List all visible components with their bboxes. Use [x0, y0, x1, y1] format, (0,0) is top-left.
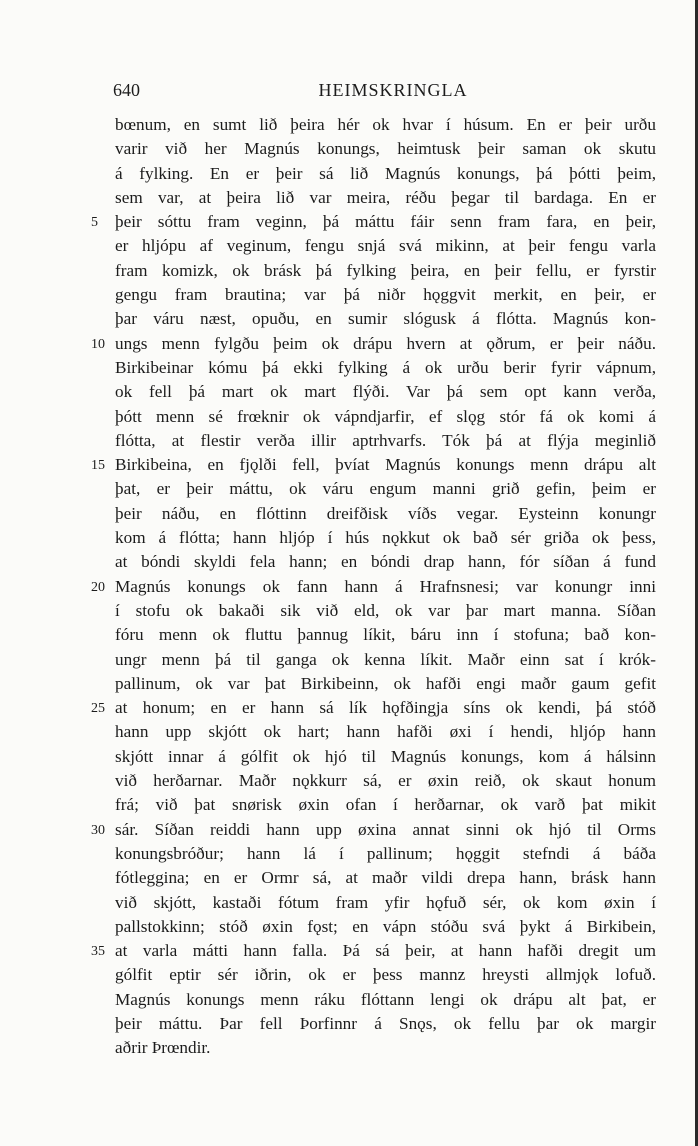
line-text: við skjótt, kastaði fótum fram yfir hǫfuð sér, ok kom øxin í — [115, 892, 656, 912]
text-line — [115, 599, 656, 623]
text-line — [115, 963, 656, 987]
text-line — [115, 283, 656, 307]
line-text: at varla mátti hann falla. Þá sá þeir, at hann hafði dregit um — [115, 941, 656, 961]
line-text: pallinum, ok var þat Birkibeinn, ok hafði engi maðr gaum gefit — [115, 673, 656, 693]
line-text: Birkibeinar kómu þá ekki fylking á ok urðu berir fyrir vápnum, — [115, 357, 656, 377]
line-number: 15 — [91, 458, 105, 474]
line-text: fóru menn ok fluttu þannug líkit, báru inn í stofuna; bað kon- — [115, 625, 656, 645]
running-head: HEIMSKRINGLA — [318, 80, 468, 100]
text-line — [115, 477, 656, 501]
line-text: þeir náðu, en flóttinn dreifðisk víðs vegar. Eysteinn konungr — [115, 503, 656, 523]
body-text — [91, 113, 656, 1061]
text-line — [115, 769, 656, 793]
page-header — [113, 80, 657, 104]
text-line — [115, 550, 656, 574]
text-line — [115, 866, 656, 890]
text-line — [115, 891, 656, 915]
line-text: bœnum, en sumt lið þeira hér ok hvar í húsum. En er þeir urðu — [115, 115, 656, 134]
text-line — [91, 210, 656, 234]
line-number: 25 — [91, 701, 105, 717]
line-text: frá; við þat snørisk øxin ofan í herðarnar, ok varð þat mikit — [115, 795, 656, 815]
line-text: þat, er þeir máttu, ok váru engum manni grið gefin, þeim er — [115, 479, 656, 499]
text-line — [115, 720, 656, 744]
text-line — [115, 380, 656, 404]
text-line — [91, 818, 656, 842]
text-line — [115, 356, 656, 380]
text-line — [115, 623, 656, 647]
text-line — [115, 745, 656, 769]
line-text: ungs menn fylgðu þeim ok drápu hvern at ǫðrum, er þeir náðu. — [115, 333, 656, 353]
text-line — [115, 259, 656, 283]
line-number: 5 — [91, 215, 98, 231]
text-line — [91, 696, 656, 720]
text-line — [115, 502, 656, 526]
text-line — [91, 575, 656, 599]
text-line — [115, 1012, 656, 1036]
line-text: at honum; en er hann sá lík hǫfðingja síns ok kendi, þá stóð — [115, 698, 656, 718]
text-line — [115, 672, 656, 696]
line-text: er hljópu af veginum, fengu snjá svá mikinn, at þeir fengu varla — [115, 236, 656, 256]
line-text: skjótt innar á gólfit ok hjó til Magnús konungs, kom á hálsinn — [115, 746, 656, 766]
line-text: fótleggina; en er Ormr sá, at maðr vildi drepa hann, brásk hann — [115, 868, 656, 888]
line-text: ungr menn þá til ganga ok kenna líkit. Maðr einn sat í krók- — [115, 649, 656, 669]
text-line — [115, 113, 656, 137]
text-line — [91, 332, 656, 356]
line-text: fram komizk, ok brásk þá fylking þeira, en þeir fellu, er fyrstir — [115, 260, 656, 280]
text-line — [115, 526, 656, 550]
line-text: þótt menn sé frœknir ok vápndjarfir, ef slǫg stór fá ok komi á — [115, 406, 656, 426]
text-line — [115, 137, 656, 161]
line-text: ok fell þá mart ok mart flýði. Var þá sem opt kann verða, — [115, 382, 656, 402]
line-number: 20 — [91, 579, 105, 595]
line-number: 35 — [91, 944, 105, 960]
line-text: konungsbróður; hann lá í pallinum; hǫggit stefndi á báða — [115, 843, 656, 863]
text-line — [115, 915, 656, 939]
line-text: hann upp skjótt ok hart; hann hafði øxi í hendi, hljóp hann — [115, 722, 656, 742]
line-text: Magnús konungs ok fann hann á Hrafnsnesi; var konungr inni — [115, 576, 656, 596]
line-text: kom á flótta; hann hljóp í hús nǫkkut ok bað sér griða ok þess, — [115, 528, 656, 548]
text-line — [115, 842, 656, 866]
line-text: í stofu ok bakaði sik við eld, ok var þar mart manna. Síðan — [115, 600, 656, 620]
line-text: Magnús konungs menn ráku flóttann lengi ok drápu alt þat, er — [115, 989, 656, 1009]
line-text: á fylking. En er þeir sá lið Magnús konungs, þá þótti þeim, — [115, 163, 656, 183]
text-line — [115, 1036, 656, 1060]
line-text: sár. Síðan reiddi hann upp øxina annat sinni ok hjó til Orms — [115, 819, 656, 839]
line-text: aðrir Þrœndir. — [115, 1038, 211, 1058]
line-number: 10 — [91, 336, 105, 352]
line-text: þeir máttu. Þar fell Þorfinnr á Snǫs, ok fellu þar ok margir — [115, 1013, 656, 1033]
text-line — [91, 939, 656, 963]
line-text: þar váru næst, opuðu, en sumir slógusk á flótta. Magnús kon- — [115, 309, 656, 329]
page-number: 640 — [113, 80, 140, 100]
text-line — [91, 453, 656, 477]
text-line — [115, 307, 656, 331]
text-line — [115, 234, 656, 258]
text-line — [115, 186, 656, 210]
text-line — [115, 162, 656, 186]
text-line — [115, 429, 656, 453]
line-text: varir við her Magnús konungs, heimtusk þeir saman ok skutu — [115, 139, 656, 159]
line-text: sem var, at þeira lið var meira, réðu þegar til bardaga. En er — [115, 187, 656, 207]
line-text: þeir sóttu fram veginn, þá máttu fáir senn fram fara, en þeir, — [115, 212, 656, 232]
text-line — [115, 793, 656, 817]
line-text: at bóndi skyldi fela hann; en bóndi drap hann, fór síðan á fund — [115, 552, 656, 572]
line-text: við herðarnar. Maðr nǫkkurr sá, er øxin reið, ok skaut honum — [115, 771, 656, 791]
text-line — [115, 648, 656, 672]
line-text: gengu fram brautina; var þá niðr hǫggvit merkit, en þeir, er — [115, 285, 656, 305]
line-number: 30 — [91, 822, 105, 838]
line-text: Birkibeina, en fjǫlði fell, þvíat Magnús konungs menn drápu alt — [115, 455, 656, 475]
line-text: gólfit eptir sér iðrin, ok er þess mannz hreysti allmjǫk lofuð. — [115, 965, 656, 985]
line-text: pallstokkinn; stóð øxin fǫst; en vápn stóðu svá þykt á Birkibein, — [115, 916, 656, 936]
text-line — [115, 988, 656, 1012]
line-text: flótta, at flestir verða illir aptrhvarfs. Tók þá at flýja meginlið — [115, 430, 656, 450]
text-line — [115, 405, 656, 429]
